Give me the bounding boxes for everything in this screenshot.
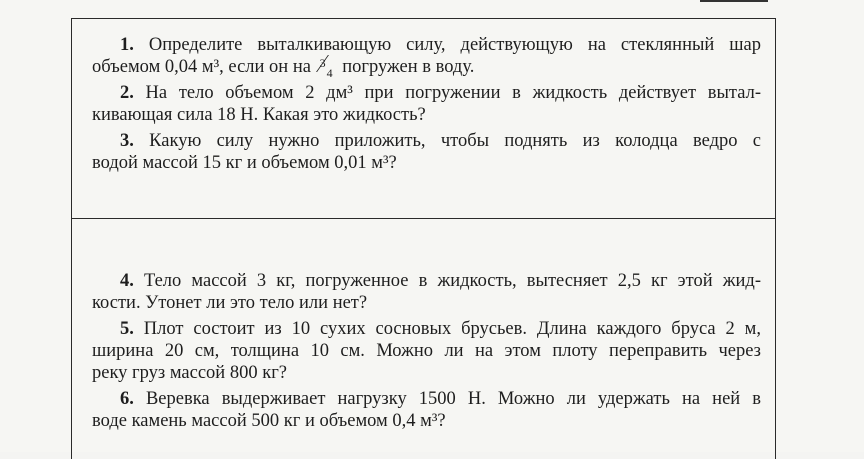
problem-5 bbox=[92, 318, 761, 384]
problem-4 bbox=[92, 270, 761, 314]
problem-number: 3. bbox=[120, 131, 134, 151]
problem-5-line-2: ширина 20 см, толщина 10 см. Можно ли на этом плоту переправить через bbox=[92, 341, 761, 361]
problem-3-line-1: 3. Какую силу нужно приложить, чтобы поднять из колодца ведро с bbox=[120, 131, 761, 151]
problem-6-line-2: воде камень массой 500 кг и объемом 0,4 м³? bbox=[92, 411, 446, 431]
problem-4-line-1: 4. Тело массой 3 кг, погруженное в жидкость, вытесняет 2,5 кг этой жид- bbox=[120, 271, 761, 291]
problem-3-line-2: водой массой 15 кг и объемом 0,01 м³? bbox=[92, 153, 397, 173]
problem-6 bbox=[92, 388, 761, 432]
fraction-three-quarters: 3 4 bbox=[319, 56, 335, 74]
problem-number: 2. bbox=[120, 83, 134, 103]
problem-number: 4. bbox=[120, 271, 134, 291]
problem-6-line-1: 6. Веревка выдерживает нагрузку 1500 Н. Можно ли удержать на ней в bbox=[120, 389, 761, 409]
problem-2-line-1: 2. На тело объемом 2 дм³ при погружении в жидкость действует вытал- bbox=[120, 83, 761, 103]
problem-card-2 bbox=[71, 219, 776, 459]
problem-2-line-2: кивающая сила 18 Н. Какая это жидкость? bbox=[92, 105, 426, 125]
problem-5-line-3: реку груз массой 800 кг? bbox=[92, 363, 287, 383]
problem-2 bbox=[92, 82, 761, 126]
problem-list-bottom bbox=[72, 219, 775, 432]
problem-4-line-2: кости. Утонет ли это тело или нет? bbox=[92, 293, 368, 313]
problem-list-top bbox=[72, 19, 775, 174]
problem-3 bbox=[92, 130, 761, 174]
problem-1-line-2: объемом 0,04 м³, если он на 3 4 погружен в воду. bbox=[92, 56, 475, 80]
problem-5-line-1: 5. Плот состоит из 10 сухих сосновых брусьев. Длина каждого бруса 2 м, bbox=[120, 319, 761, 339]
problem-1 bbox=[92, 34, 761, 78]
problem-number: 5. bbox=[120, 319, 134, 339]
problem-card-1 bbox=[71, 18, 776, 219]
problem-number: 6. bbox=[120, 389, 134, 409]
problem-number: 1. bbox=[120, 35, 134, 55]
problem-1-line-1: 1. Определите выталкивающую силу, действующую на стеклянный шар bbox=[120, 35, 761, 55]
top-edge-mark bbox=[700, 0, 768, 2]
